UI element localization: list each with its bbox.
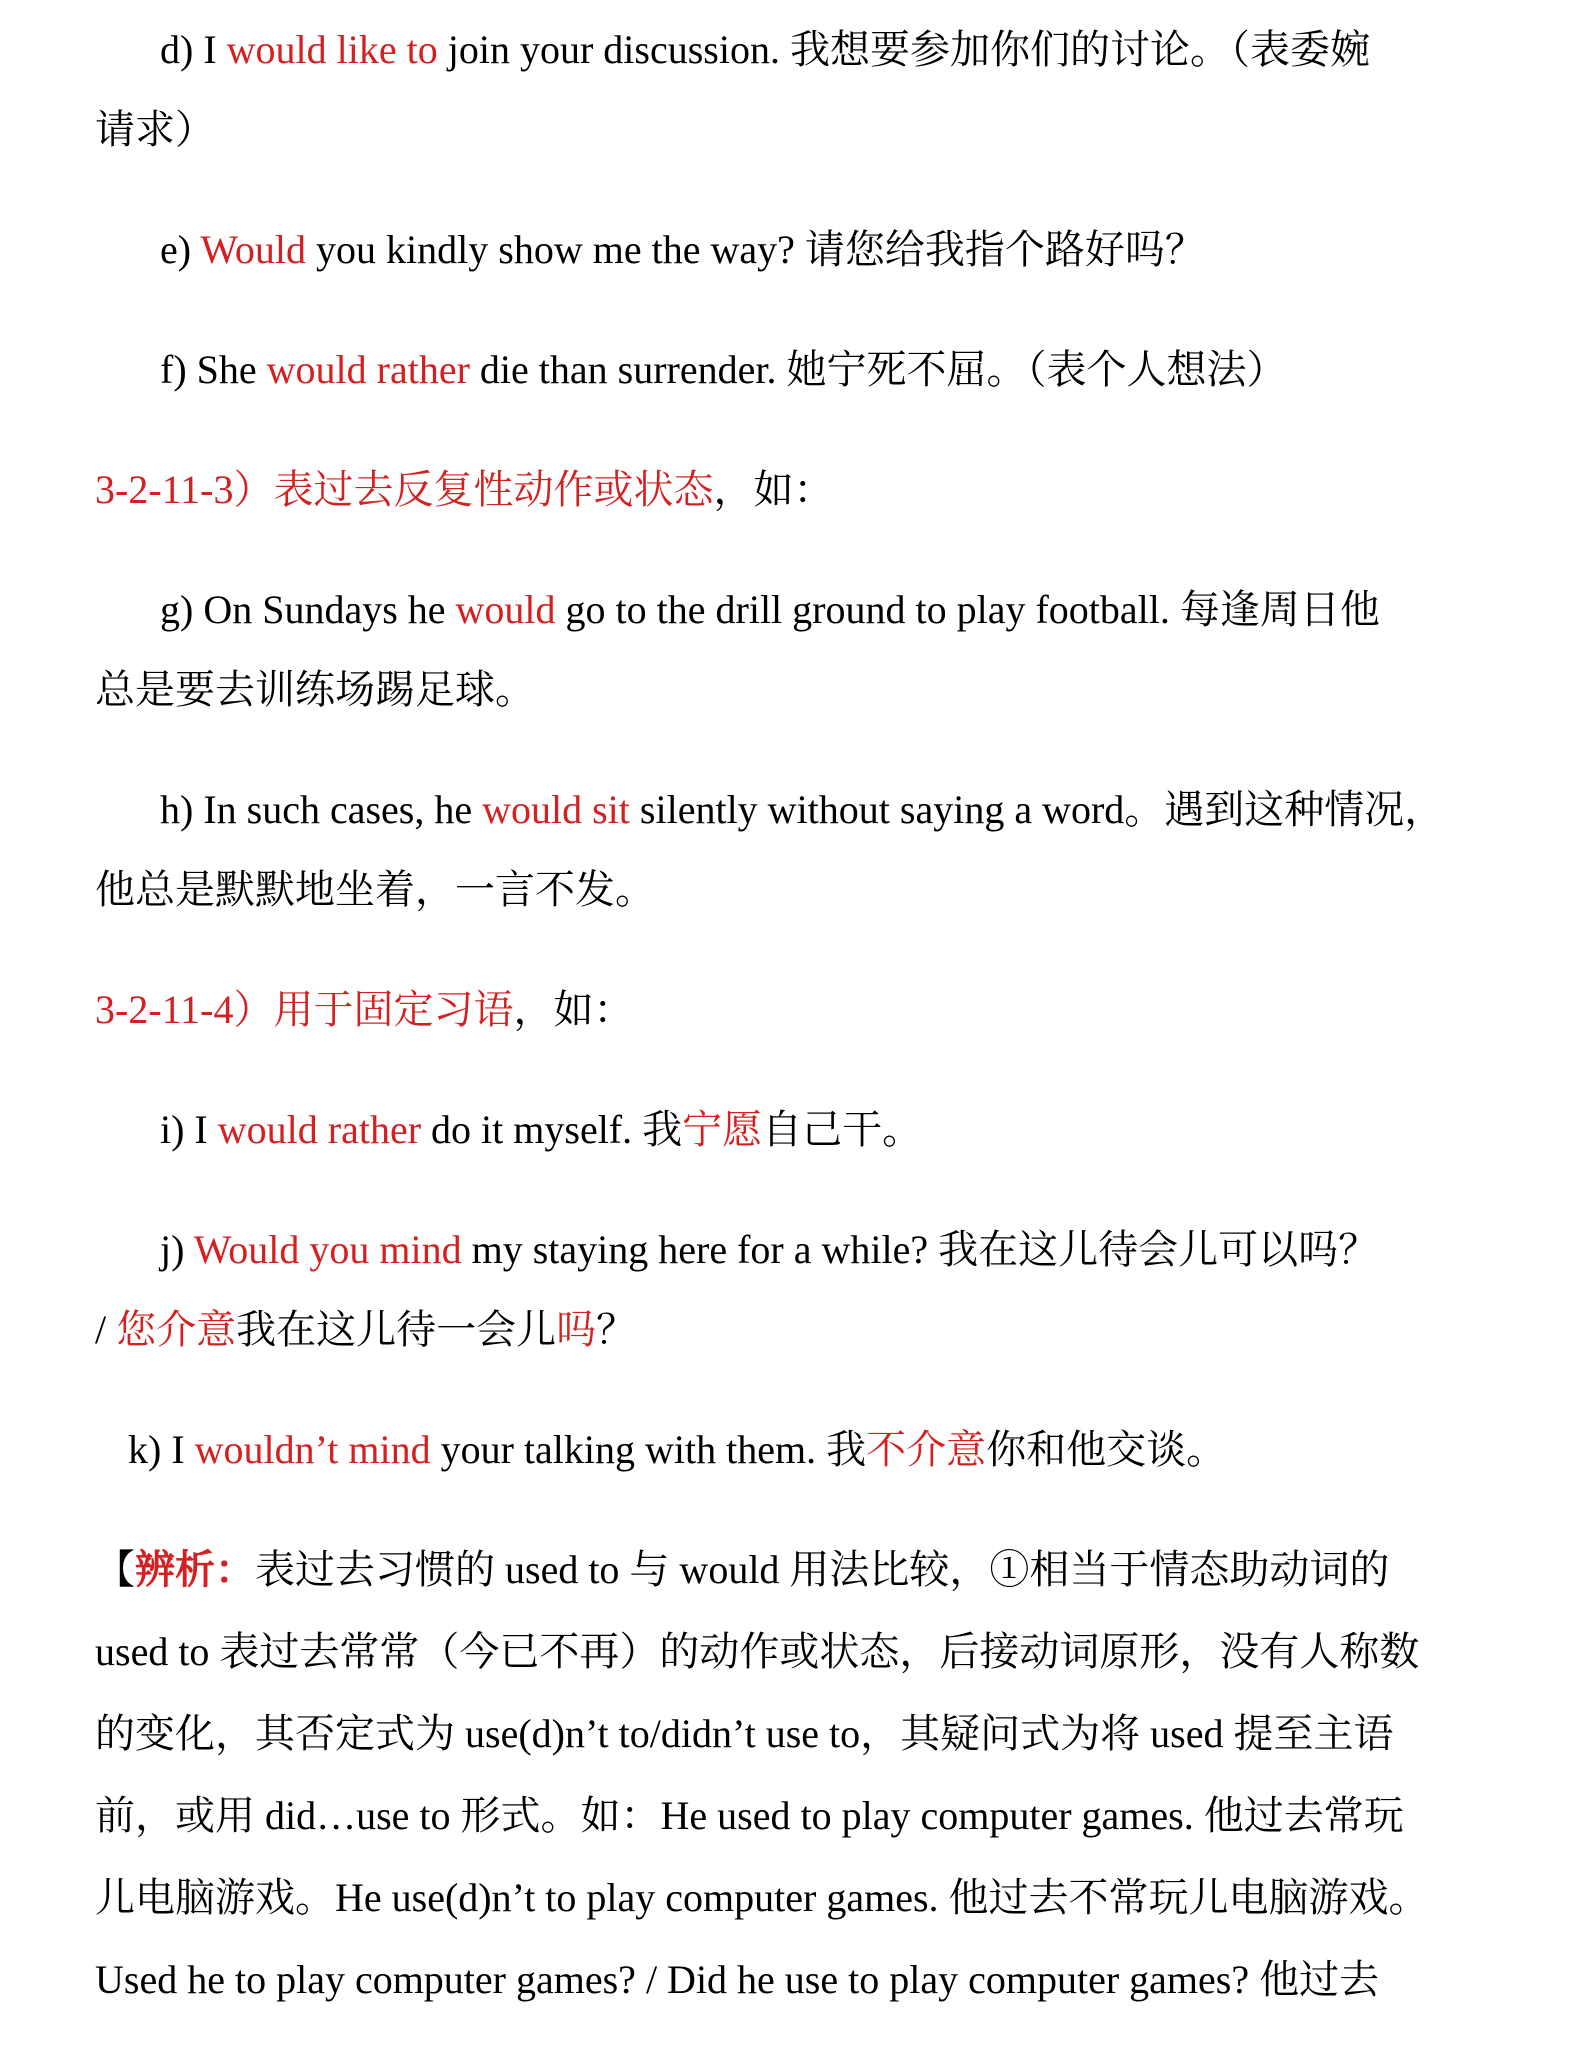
text-line-1: [160, 20, 1370, 80]
text-line-15: [95, 1540, 1389, 1600]
text-segment: ，如：: [713, 467, 834, 512]
highlighted-phrase: would: [455, 587, 556, 632]
text-segment: 总是要去训练场踢足球。: [95, 667, 535, 712]
text-segment: f) She: [160, 347, 267, 392]
highlighted-phrase: Would you mind: [193, 1227, 462, 1272]
text-line-9: [95, 860, 655, 920]
highlighted-phrase: would rather: [266, 347, 470, 392]
text-segment: join your discussion. 我想要参加你们的讨论。（表委婉: [437, 27, 1370, 72]
text-segment: used to 表过去常常（今已不再）的动作或状态，后接动词原形，没有人称数: [95, 1629, 1420, 1674]
highlighted-phrase: would sit: [482, 787, 630, 832]
text-segment: 你和他交谈。: [986, 1427, 1227, 1472]
highlighted-phrase: would rather: [217, 1107, 422, 1152]
text-segment: silently without saying a word。遇到这种情况，: [629, 787, 1445, 832]
text-line-7: [95, 660, 535, 720]
text-segment: d) I: [160, 27, 227, 72]
highlighted-phrase: 宁愿: [682, 1107, 763, 1152]
text-line-19: [95, 1868, 1429, 1928]
text-segment: e): [160, 227, 201, 272]
highlighted-phrase: would like to: [226, 27, 438, 72]
text-segment: /: [95, 1307, 117, 1352]
text-segment: Used he to play computer games? / Did he use to play computer games? 他过去: [95, 1957, 1380, 2002]
highlighted-phrase: 3-2-11-3）表过去反复性动作或状态: [95, 467, 714, 512]
text-segment: 儿电脑游戏。He use(d)n’t to play computer games. 他过去不常玩儿电脑游戏。: [95, 1875, 1429, 1920]
text-segment: i) I: [160, 1107, 218, 1152]
text-line-3: [160, 220, 1205, 280]
text-line-5: [95, 460, 833, 520]
highlighted-phrase: 辨析：: [135, 1547, 255, 1592]
text-line-11: [160, 1100, 922, 1160]
text-segment: 的变化，其否定式为 use(d)n’t to/didn’t use to，其疑问式为将 used 提至主语: [95, 1711, 1394, 1756]
highlighted-phrase: 3-2-11-4）用于固定习语: [95, 987, 514, 1032]
text-segment: ，如：: [513, 987, 634, 1032]
text-segment: go to the drill ground to play football. 每逢周日他: [555, 587, 1380, 632]
text-line-16: [95, 1622, 1419, 1682]
text-segment: do it myself. 我: [421, 1107, 683, 1152]
text-line-14: [128, 1420, 1226, 1480]
text-segment: my staying here for a while? 我在这儿待会儿可以吗？: [461, 1227, 1379, 1272]
text-segment: k) I: [128, 1427, 195, 1472]
text-segment: h) In such cases, he: [160, 787, 483, 832]
text-line-8: [160, 780, 1444, 840]
text-line-13: [95, 1300, 636, 1360]
text-line-2: [95, 100, 215, 160]
text-segment: g) On Sundays he: [160, 587, 456, 632]
text-segment: you kindly show me the way? 请您给我指个路好吗？: [306, 227, 1205, 272]
highlighted-phrase: wouldn’t mind: [194, 1427, 431, 1472]
highlighted-phrase: 不介意: [866, 1427, 987, 1472]
highlighted-phrase: 您介意: [116, 1307, 237, 1352]
text-segment: die than surrender. 她宁死不屈。（表个人想法）: [469, 347, 1287, 392]
highlighted-phrase: 吗: [556, 1307, 597, 1352]
text-segment: 请求）: [95, 107, 215, 152]
text-segment: 表过去习惯的 used to 与 would 用法比较，①相当于情态助动词的: [255, 1547, 1390, 1592]
text-segment: 他总是默默地坐着，一言不发。: [95, 867, 655, 912]
text-line-10: [95, 980, 633, 1040]
text-segment: your talking with them. 我: [430, 1427, 867, 1472]
text-line-6: [160, 580, 1380, 640]
text-line-17: [95, 1704, 1393, 1764]
text-line-20: [95, 1950, 1379, 2010]
highlighted-phrase: Would: [200, 227, 307, 272]
text-line-18: [95, 1786, 1404, 1846]
text-segment: 【: [95, 1547, 135, 1592]
text-segment: j): [160, 1227, 194, 1272]
text-segment: 前，或用 did…use to 形式。如：He used to play computer games. 他过去常玩: [95, 1793, 1404, 1838]
text-line-4: [160, 340, 1286, 400]
text-segment: ？: [596, 1307, 637, 1352]
text-segment: 我在这儿待一会儿: [236, 1307, 557, 1352]
text-line-12: [160, 1220, 1378, 1280]
text-segment: 自己干。: [762, 1107, 923, 1152]
